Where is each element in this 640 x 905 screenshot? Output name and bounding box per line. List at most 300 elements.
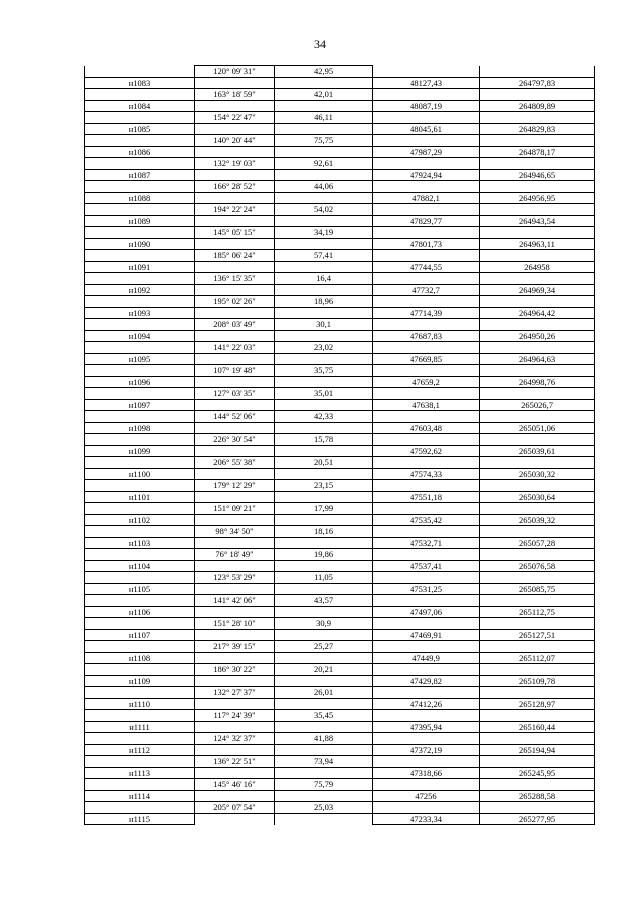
distance-cell xyxy=(275,652,373,664)
angle-cell xyxy=(195,146,275,158)
segment-row xyxy=(85,802,595,814)
y-cell xyxy=(480,227,595,239)
page-number: 34 xyxy=(314,37,326,51)
point-cell: н1097 xyxy=(85,399,195,411)
y-cell xyxy=(480,181,595,193)
y-cell xyxy=(480,779,595,791)
y-cell xyxy=(480,503,595,515)
point-cell xyxy=(85,434,195,446)
segment-row xyxy=(85,158,595,170)
point-row xyxy=(85,675,595,687)
x-cell xyxy=(373,710,480,722)
x-cell xyxy=(373,687,480,699)
point-cell: н1102 xyxy=(85,514,195,526)
angle-cell xyxy=(195,376,275,388)
angle-cell: 185° 06' 24" xyxy=(195,250,275,262)
x-cell: 47829,77 xyxy=(373,215,480,227)
coordinates-table-body xyxy=(85,66,595,825)
point-row xyxy=(85,77,595,89)
x-cell xyxy=(373,319,480,331)
point-row xyxy=(85,514,595,526)
segment-row xyxy=(85,89,595,101)
distance-cell xyxy=(275,790,373,802)
segment-row xyxy=(85,112,595,124)
angle-cell xyxy=(195,284,275,296)
y-cell: 264943,54 xyxy=(480,215,595,227)
distance-cell xyxy=(275,399,373,411)
segment-row xyxy=(85,135,595,147)
point-row xyxy=(85,238,595,250)
distance-cell: 23,15 xyxy=(275,480,373,492)
distance-cell: 25,27 xyxy=(275,641,373,653)
point-cell: н1098 xyxy=(85,422,195,434)
point-cell: н1108 xyxy=(85,652,195,664)
distance-cell xyxy=(275,330,373,342)
distance-cell: 75,79 xyxy=(275,779,373,791)
distance-cell: 42,01 xyxy=(275,89,373,101)
distance-cell: 35,75 xyxy=(275,365,373,377)
point-cell xyxy=(85,342,195,354)
point-cell xyxy=(85,250,195,262)
point-row xyxy=(85,399,595,411)
distance-cell: 15,78 xyxy=(275,434,373,446)
distance-cell: 18,96 xyxy=(275,296,373,308)
point-row xyxy=(85,123,595,135)
y-cell xyxy=(480,388,595,400)
angle-cell: 205° 07' 54" xyxy=(195,802,275,814)
distance-cell: 30,9 xyxy=(275,618,373,630)
point-cell xyxy=(85,595,195,607)
point-cell: н1112 xyxy=(85,744,195,756)
point-cell: н1093 xyxy=(85,307,195,319)
y-cell: 265109,78 xyxy=(480,675,595,687)
segment-row xyxy=(85,756,595,768)
distance-cell xyxy=(275,307,373,319)
angle-cell: 195° 02' 26" xyxy=(195,296,275,308)
x-cell: 47535,42 xyxy=(373,514,480,526)
angle-cell: 226° 30' 54" xyxy=(195,434,275,446)
distance-cell xyxy=(275,721,373,733)
distance-cell: 57,41 xyxy=(275,250,373,262)
point-cell xyxy=(85,89,195,101)
x-cell xyxy=(373,779,480,791)
x-cell: 47551,18 xyxy=(373,491,480,503)
angle-cell xyxy=(195,698,275,710)
point-cell xyxy=(85,664,195,676)
segment-row xyxy=(85,618,595,630)
point-cell: н1109 xyxy=(85,675,195,687)
point-row xyxy=(85,721,595,733)
angle-cell: 166° 28' 52" xyxy=(195,181,275,193)
y-cell: 264964,63 xyxy=(480,353,595,365)
angle-cell: 145° 05' 15" xyxy=(195,227,275,239)
angle-cell: 208° 03' 49" xyxy=(195,319,275,331)
y-cell xyxy=(480,342,595,354)
point-cell: н1110 xyxy=(85,698,195,710)
point-row xyxy=(85,537,595,549)
distance-cell xyxy=(275,698,373,710)
angle-cell: 179° 12' 29" xyxy=(195,480,275,492)
y-cell: 264956,95 xyxy=(480,192,595,204)
y-cell xyxy=(480,204,595,216)
y-cell xyxy=(480,411,595,423)
point-cell: н1095 xyxy=(85,353,195,365)
y-cell xyxy=(480,710,595,722)
angle-cell: 136° 22' 51" xyxy=(195,756,275,768)
distance-cell xyxy=(275,606,373,618)
distance-cell xyxy=(275,560,373,572)
distance-cell xyxy=(275,261,373,273)
y-cell xyxy=(480,250,595,262)
distance-cell xyxy=(275,583,373,595)
y-cell: 265277,95 xyxy=(480,813,595,825)
y-cell: 264797,83 xyxy=(480,77,595,89)
distance-cell xyxy=(275,100,373,112)
segment-row xyxy=(85,526,595,538)
x-cell: 48087,19 xyxy=(373,100,480,112)
segment-row xyxy=(85,66,595,78)
x-cell: 48127,43 xyxy=(373,77,480,89)
segment-row xyxy=(85,457,595,469)
distance-cell: 42,33 xyxy=(275,411,373,423)
x-cell: 47531,25 xyxy=(373,583,480,595)
x-cell xyxy=(373,135,480,147)
angle-cell xyxy=(195,721,275,733)
angle-cell: 141° 42' 06" xyxy=(195,595,275,607)
segment-row xyxy=(85,319,595,331)
x-cell: 47395,94 xyxy=(373,721,480,733)
point-cell xyxy=(85,503,195,515)
point-cell: н1087 xyxy=(85,169,195,181)
angle-cell xyxy=(195,169,275,181)
distance-cell xyxy=(275,146,373,158)
distance-cell: 20,51 xyxy=(275,457,373,469)
point-cell xyxy=(85,204,195,216)
x-cell xyxy=(373,342,480,354)
angle-cell xyxy=(195,422,275,434)
y-cell: 265128,97 xyxy=(480,698,595,710)
distance-cell: 43,57 xyxy=(275,595,373,607)
y-cell: 264946,65 xyxy=(480,169,595,181)
angle-cell: 163° 18' 59" xyxy=(195,89,275,101)
x-cell xyxy=(373,227,480,239)
point-cell xyxy=(85,572,195,584)
x-cell xyxy=(373,457,480,469)
distance-cell: 19,86 xyxy=(275,549,373,561)
x-cell: 47233,34 xyxy=(373,813,480,825)
y-cell: 264964,42 xyxy=(480,307,595,319)
segment-row xyxy=(85,710,595,722)
point-row xyxy=(85,767,595,779)
point-cell: н1088 xyxy=(85,192,195,204)
x-cell: 47638,1 xyxy=(373,399,480,411)
angle-cell: 107° 19' 48" xyxy=(195,365,275,377)
distance-cell: 26,01 xyxy=(275,687,373,699)
distance-cell xyxy=(275,491,373,503)
angle-cell: 136° 15' 35" xyxy=(195,273,275,285)
point-cell xyxy=(85,779,195,791)
angle-cell: 145° 46' 16" xyxy=(195,779,275,791)
y-cell xyxy=(480,66,595,78)
angle-cell xyxy=(195,192,275,204)
x-cell: 47603,48 xyxy=(373,422,480,434)
x-cell xyxy=(373,480,480,492)
x-cell: 47449,9 xyxy=(373,652,480,664)
point-row xyxy=(85,790,595,802)
angle-cell xyxy=(195,353,275,365)
y-cell: 265030,64 xyxy=(480,491,595,503)
y-cell: 265288,58 xyxy=(480,790,595,802)
x-cell: 47744,55 xyxy=(373,261,480,273)
distance-cell xyxy=(275,192,373,204)
distance-cell xyxy=(275,767,373,779)
point-cell: н1089 xyxy=(85,215,195,227)
point-cell xyxy=(85,135,195,147)
distance-cell xyxy=(275,238,373,250)
segment-row xyxy=(85,641,595,653)
distance-cell xyxy=(275,514,373,526)
y-cell xyxy=(480,319,595,331)
angle-cell xyxy=(195,560,275,572)
angle-cell: 151° 09' 21" xyxy=(195,503,275,515)
distance-cell xyxy=(275,675,373,687)
y-cell xyxy=(480,112,595,124)
y-cell: 264878,17 xyxy=(480,146,595,158)
distance-cell: 46,11 xyxy=(275,112,373,124)
angle-cell xyxy=(195,215,275,227)
point-cell xyxy=(85,733,195,745)
point-cell: н1096 xyxy=(85,376,195,388)
point-cell xyxy=(85,756,195,768)
angle-cell xyxy=(195,813,275,825)
x-cell xyxy=(373,756,480,768)
point-row xyxy=(85,583,595,595)
y-cell: 265245,95 xyxy=(480,767,595,779)
point-row xyxy=(85,652,595,664)
y-cell xyxy=(480,572,595,584)
angle-cell: 76° 18' 49" xyxy=(195,549,275,561)
angle-cell xyxy=(195,537,275,549)
x-cell xyxy=(373,365,480,377)
point-cell: н1101 xyxy=(85,491,195,503)
angle-cell xyxy=(195,675,275,687)
point-cell: н1107 xyxy=(85,629,195,641)
point-row xyxy=(85,629,595,641)
angle-cell xyxy=(195,744,275,756)
y-cell xyxy=(480,618,595,630)
x-cell: 47372,19 xyxy=(373,744,480,756)
point-cell xyxy=(85,158,195,170)
point-row xyxy=(85,192,595,204)
x-cell: 47574,33 xyxy=(373,468,480,480)
distance-cell: 54,02 xyxy=(275,204,373,216)
x-cell xyxy=(373,526,480,538)
angle-cell: 140° 20' 44" xyxy=(195,135,275,147)
y-cell xyxy=(480,158,595,170)
angle-cell xyxy=(195,123,275,135)
point-row xyxy=(85,606,595,618)
angle-cell xyxy=(195,767,275,779)
point-cell: н1114 xyxy=(85,790,195,802)
x-cell: 47469,91 xyxy=(373,629,480,641)
segment-row xyxy=(85,250,595,262)
y-cell: 264963,11 xyxy=(480,238,595,250)
segment-row xyxy=(85,480,595,492)
segment-row xyxy=(85,227,595,239)
point-cell: н1105 xyxy=(85,583,195,595)
y-cell: 265076,58 xyxy=(480,560,595,572)
y-cell: 265039,61 xyxy=(480,445,595,457)
x-cell xyxy=(373,434,480,446)
distance-cell: 11,05 xyxy=(275,572,373,584)
y-cell xyxy=(480,595,595,607)
segment-row xyxy=(85,779,595,791)
y-cell: 264958 xyxy=(480,261,595,273)
y-cell: 264998,76 xyxy=(480,376,595,388)
x-cell: 47412,26 xyxy=(373,698,480,710)
point-cell: н1099 xyxy=(85,445,195,457)
x-cell xyxy=(373,618,480,630)
distance-cell: 18,16 xyxy=(275,526,373,538)
point-cell xyxy=(85,181,195,193)
distance-cell xyxy=(275,77,373,89)
distance-cell: 20,21 xyxy=(275,664,373,676)
point-cell: н1115 xyxy=(85,813,195,825)
distance-cell xyxy=(275,629,373,641)
distance-cell: 17,99 xyxy=(275,503,373,515)
angle-cell: 154° 22' 47" xyxy=(195,112,275,124)
point-row xyxy=(85,744,595,756)
distance-cell xyxy=(275,537,373,549)
point-cell xyxy=(85,112,195,124)
angle-cell xyxy=(195,514,275,526)
x-cell xyxy=(373,411,480,423)
segment-row xyxy=(85,733,595,745)
distance-cell: 35,45 xyxy=(275,710,373,722)
y-cell: 265127,51 xyxy=(480,629,595,641)
point-cell: н1086 xyxy=(85,146,195,158)
y-cell xyxy=(480,802,595,814)
distance-cell: 75,75 xyxy=(275,135,373,147)
y-cell xyxy=(480,687,595,699)
x-cell: 47256 xyxy=(373,790,480,802)
angle-cell: 141° 22' 03" xyxy=(195,342,275,354)
angle-cell: 120° 09' 31" xyxy=(195,66,275,78)
angle-cell xyxy=(195,100,275,112)
point-cell xyxy=(85,618,195,630)
point-cell: н1104 xyxy=(85,560,195,572)
coordinates-table xyxy=(84,65,595,825)
angle-cell xyxy=(195,468,275,480)
point-cell xyxy=(85,457,195,469)
y-cell xyxy=(480,273,595,285)
angle-cell xyxy=(195,583,275,595)
angle-cell: 117° 24' 39" xyxy=(195,710,275,722)
point-cell: н1084 xyxy=(85,100,195,112)
segment-row xyxy=(85,664,595,676)
y-cell xyxy=(480,641,595,653)
x-cell: 48045,61 xyxy=(373,123,480,135)
x-cell: 47659,2 xyxy=(373,376,480,388)
x-cell xyxy=(373,250,480,262)
y-cell xyxy=(480,664,595,676)
x-cell: 47987,29 xyxy=(373,146,480,158)
point-cell xyxy=(85,802,195,814)
point-cell xyxy=(85,319,195,331)
point-row xyxy=(85,560,595,572)
point-row xyxy=(85,284,595,296)
x-cell xyxy=(373,158,480,170)
y-cell xyxy=(480,733,595,745)
point-row xyxy=(85,215,595,227)
y-cell: 265194,94 xyxy=(480,744,595,756)
point-row xyxy=(85,146,595,158)
x-cell xyxy=(373,66,480,78)
x-cell xyxy=(373,733,480,745)
y-cell: 264829,83 xyxy=(480,123,595,135)
y-cell: 265112,75 xyxy=(480,606,595,618)
point-row xyxy=(85,376,595,388)
point-row xyxy=(85,261,595,273)
y-cell: 264969,34 xyxy=(480,284,595,296)
distance-cell: 44,06 xyxy=(275,181,373,193)
distance-cell: 23,02 xyxy=(275,342,373,354)
point-cell xyxy=(85,296,195,308)
distance-cell xyxy=(275,123,373,135)
x-cell xyxy=(373,595,480,607)
distance-cell xyxy=(275,744,373,756)
x-cell xyxy=(373,503,480,515)
distance-cell: 34,19 xyxy=(275,227,373,239)
angle-cell: 132° 27' 37" xyxy=(195,687,275,699)
y-cell xyxy=(480,89,595,101)
point-cell: н1111 xyxy=(85,721,195,733)
point-row xyxy=(85,169,595,181)
y-cell xyxy=(480,365,595,377)
y-cell xyxy=(480,434,595,446)
segment-row xyxy=(85,687,595,699)
segment-row xyxy=(85,296,595,308)
point-row xyxy=(85,698,595,710)
point-cell: н1103 xyxy=(85,537,195,549)
point-cell xyxy=(85,227,195,239)
point-cell xyxy=(85,388,195,400)
x-cell xyxy=(373,549,480,561)
angle-cell xyxy=(195,790,275,802)
distance-cell: 16,4 xyxy=(275,273,373,285)
point-cell: н1100 xyxy=(85,468,195,480)
x-cell xyxy=(373,664,480,676)
x-cell: 47924,94 xyxy=(373,169,480,181)
x-cell: 47318,66 xyxy=(373,767,480,779)
distance-cell xyxy=(275,468,373,480)
y-cell xyxy=(480,526,595,538)
angle-cell xyxy=(195,307,275,319)
point-cell: н1090 xyxy=(85,238,195,250)
y-cell: 264809,89 xyxy=(480,100,595,112)
angle-cell xyxy=(195,445,275,457)
point-cell xyxy=(85,549,195,561)
segment-row xyxy=(85,572,595,584)
segment-row xyxy=(85,549,595,561)
x-cell xyxy=(373,181,480,193)
x-cell: 47497,06 xyxy=(373,606,480,618)
segment-row xyxy=(85,204,595,216)
x-cell xyxy=(373,89,480,101)
point-cell xyxy=(85,526,195,538)
y-cell: 265026,7 xyxy=(480,399,595,411)
angle-cell: 132° 19' 03" xyxy=(195,158,275,170)
